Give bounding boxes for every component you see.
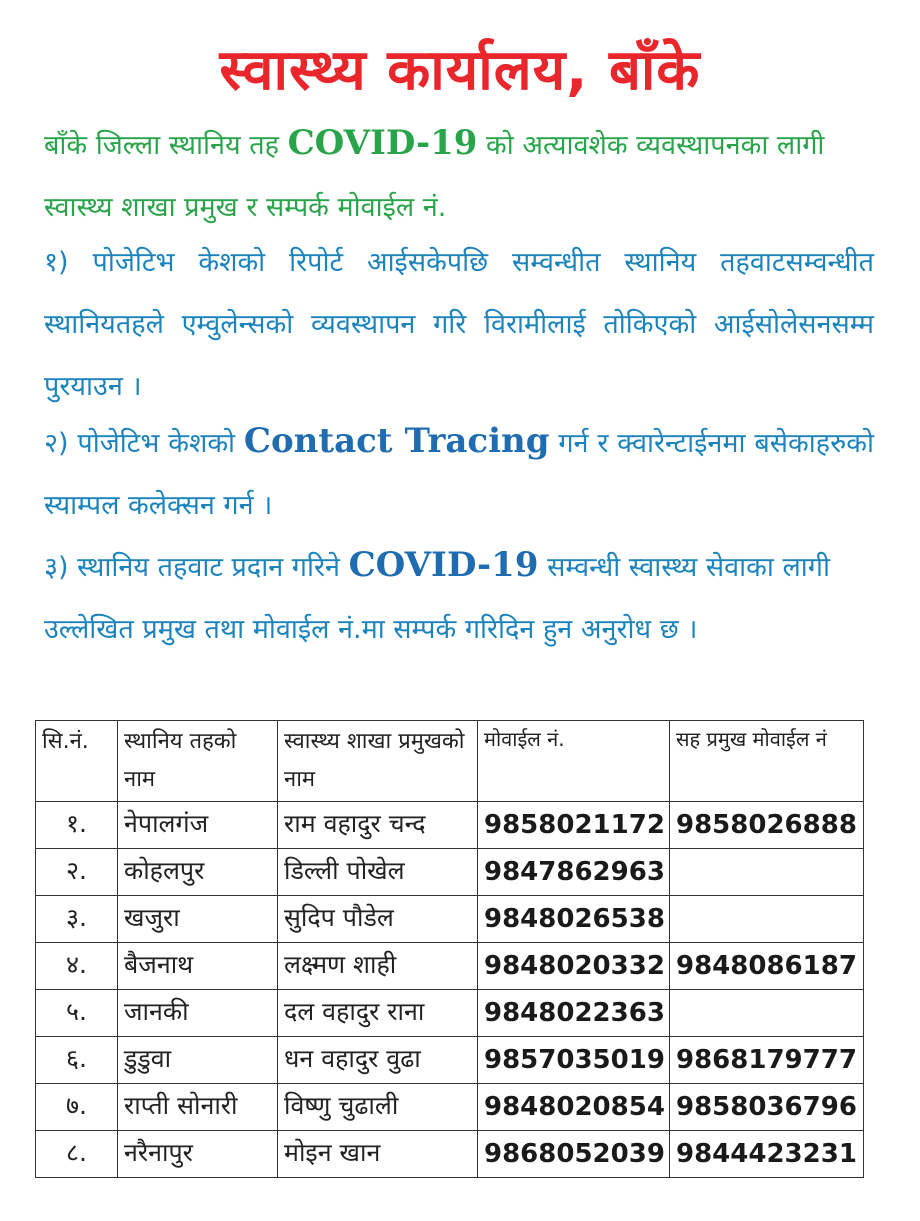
point-2-paragraph xyxy=(44,410,874,537)
chief-name-cell: सुदिप पौडेल xyxy=(278,896,478,943)
intro-text-1: बाँके जिल्ला स्थानिय तह xyxy=(44,130,288,161)
serial-cell: २. xyxy=(36,849,118,896)
chief-name-cell: राम वहादुर चन्द xyxy=(278,802,478,849)
intro-text-2: को अत्यावशेक व्यवस्थापनका लागी स्वास्थ्य शाखा प्रमुख र सम्पर्क मोवाईल नं. xyxy=(44,130,825,223)
table-row xyxy=(36,1131,864,1178)
local-level-cell: खजुरा xyxy=(118,896,278,943)
local-level-cell: बैजनाथ xyxy=(118,943,278,990)
table-row xyxy=(36,896,864,943)
co-chief-mobile-cell: 9844423231 xyxy=(670,1131,864,1178)
serial-cell: १. xyxy=(36,802,118,849)
serial-cell: ८. xyxy=(36,1131,118,1178)
mobile-cell: 9847862963 xyxy=(478,849,670,896)
local-level-cell: कोहलपुर xyxy=(118,849,278,896)
local-level-cell: डुडुवा xyxy=(118,1037,278,1084)
chief-name-cell: लक्ष्मण शाही xyxy=(278,943,478,990)
table-header-row xyxy=(36,721,864,802)
mobile-cell: 9848022363 xyxy=(478,990,670,1037)
point-3-covid-label: COVID-19 xyxy=(348,545,539,585)
contact-tracing-label: Contact Tracing xyxy=(243,421,550,461)
local-level-cell: जानकी xyxy=(118,990,278,1037)
table-row xyxy=(36,943,864,990)
point-3-text-2: सम्वन्धी स्वास्थ्य सेवाका लागी उल्लेखित प्रमुख तथा मोवाईल नं.मा सम्पर्क गरिदिन हुन अनुरोध छ । xyxy=(44,552,830,645)
local-level-cell: नरैनापुर xyxy=(118,1131,278,1178)
header-mobile: मोवाईल नं. xyxy=(478,721,670,802)
table-row xyxy=(36,802,864,849)
point-2-text-1: २) पोजेटिभ केशको xyxy=(44,428,244,459)
header-serial: सि.नं. xyxy=(36,721,118,802)
co-chief-mobile-cell: 9858036796 xyxy=(670,1084,864,1131)
serial-cell: ३. xyxy=(36,896,118,943)
point-3-text-1: ३) स्थानिय तहवाट प्रदान गरिने xyxy=(44,552,349,583)
mobile-cell: 9858021172 xyxy=(478,802,670,849)
contact-table xyxy=(35,720,864,1178)
local-level-cell: राप्ती सोनारी xyxy=(118,1084,278,1131)
serial-cell: ४. xyxy=(36,943,118,990)
co-chief-mobile-cell xyxy=(670,990,864,1037)
intro-paragraph xyxy=(44,112,874,239)
chief-name-cell: दल वहादुर राना xyxy=(278,990,478,1037)
point-3-paragraph xyxy=(44,534,874,661)
co-chief-mobile-cell xyxy=(670,849,864,896)
page-title: स्वास्थ्य कार्यालय, बाँके xyxy=(219,38,701,103)
table-row xyxy=(36,1037,864,1084)
mobile-cell: 9857035019 xyxy=(478,1037,670,1084)
header-co-chief-mobile: सह प्रमुख मोवाईल नं xyxy=(670,721,864,802)
serial-cell: ६. xyxy=(36,1037,118,1084)
table-row xyxy=(36,990,864,1037)
mobile-cell: 9848026538 xyxy=(478,896,670,943)
table-row xyxy=(36,1084,864,1131)
mobile-cell: 9848020854 xyxy=(478,1084,670,1131)
header-chief-name: स्वास्थ्य शाखा प्रमुखको नाम xyxy=(278,721,478,802)
point-2-text-2: गर्न र क्वारेन्टाईनमा बसेकाहरुको स्याम्पल कलेक्सन गर्न । xyxy=(44,428,874,521)
co-chief-mobile-cell: 9848086187 xyxy=(670,943,864,990)
intro-covid-label: COVID-19 xyxy=(287,123,478,163)
serial-cell: ७. xyxy=(36,1084,118,1131)
co-chief-mobile-cell: 9858026888 xyxy=(670,802,864,849)
co-chief-mobile-cell: 9868179777 xyxy=(670,1037,864,1084)
chief-name-cell: विष्णु चुढाली xyxy=(278,1084,478,1131)
header-local-level: स्थानिय तहको नाम xyxy=(118,721,278,802)
table-row xyxy=(36,849,864,896)
local-level-cell: नेपालगंज xyxy=(118,802,278,849)
chief-name-cell: डिल्ली पोखेल xyxy=(278,849,478,896)
mobile-cell: 9848020332 xyxy=(478,943,670,990)
mobile-cell: 9868052039 xyxy=(478,1131,670,1178)
chief-name-cell: धन वहादुर वुढा xyxy=(278,1037,478,1084)
chief-name-cell: मोइन खान xyxy=(278,1131,478,1178)
serial-cell: ५. xyxy=(36,990,118,1037)
co-chief-mobile-cell xyxy=(670,896,864,943)
point-1-paragraph: १) पोजेटिभ केशको रिपोर्ट आईसकेपछि सम्वन्धीत स्थानिय तहवाटसम्वन्धीत स्थानियतहले एम्वुलेन्सको व्यवस्थापन गरि विरामीलाई तोकिएको आईसोलेसनसम्म पुरयाउन । xyxy=(44,247,874,402)
